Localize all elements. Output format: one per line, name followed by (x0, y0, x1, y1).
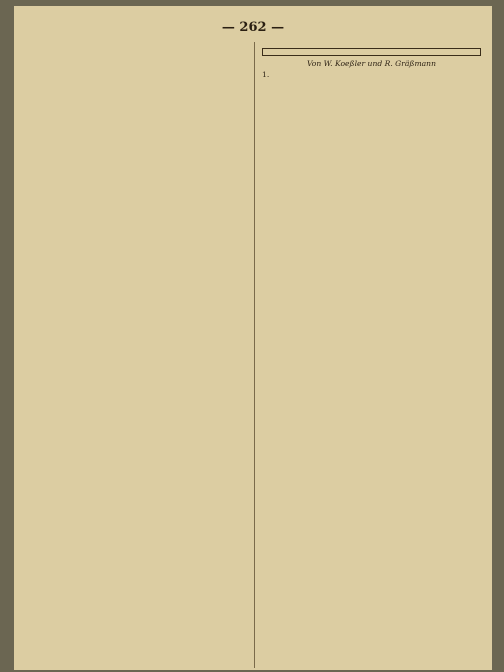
page (14, 6, 492, 670)
section-authors: Von W. Koeßler und R. Gräßmann (307, 59, 436, 68)
section-header-box (262, 48, 481, 56)
column-rule (254, 42, 255, 668)
page-number: — 262 — (221, 20, 285, 35)
right-column (262, 44, 481, 79)
section-body (262, 70, 481, 79)
paragraph: 1. (262, 70, 270, 80)
